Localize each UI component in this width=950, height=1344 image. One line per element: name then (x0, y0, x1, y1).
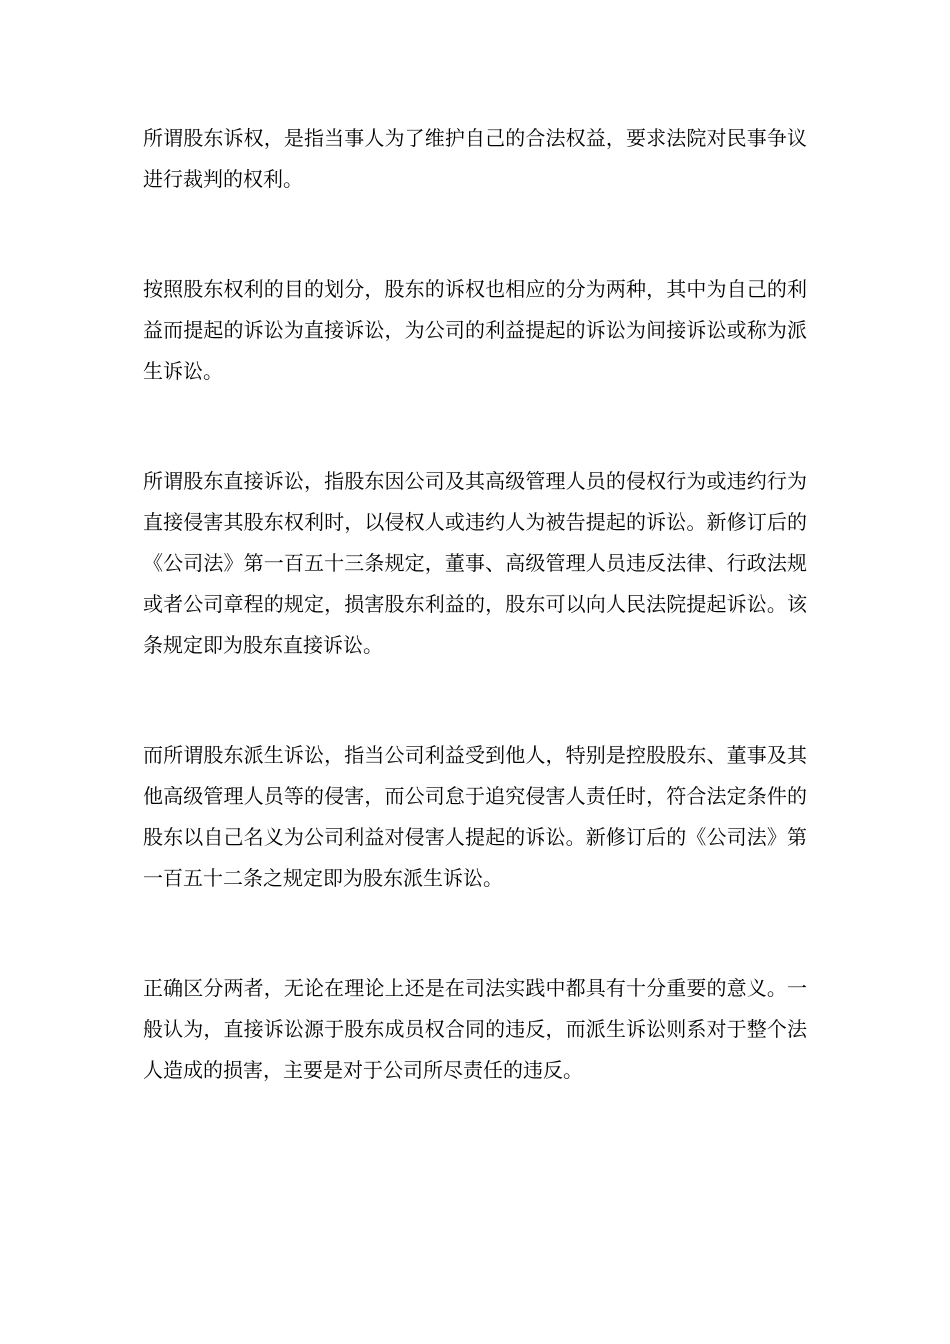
paragraph-distinction-significance: 正确区分两者，无论在理论上还是在司法实践中都具有十分重要的意义。一般认为，直接诉讼源于股东成员权合同的违反，而派生诉讼则系对于整个法人造成的损害，主要是对于公司所尽责任的违反。 (143, 976, 807, 1082)
paragraph-derivative-litigation: 而所谓股东派生诉讼，指当公司利益受到他人，特别是控股股东、董事及其他高级管理人员等的侵害，而公司怠于追究侵害人责任时，符合法定条件的股东以自己名义为公司利益对侵害人提起的诉讼。新修订后的《公司法》第一百五十二条之规定即为股东派生诉讼。 (143, 743, 807, 890)
paragraph-direct-litigation: 所谓股东直接诉讼，指股东因公司及其高级管理人员的侵权行为或违约行为直接侵害其股东权利时，以侵权人或违约人为被告提起的诉讼。新修订后的《公司法》第一百五十三条规定，董事、高级管理人员违反法律、行政法规或者公司章程的规定，损害股东利益的，股东可以向人民法院提起诉讼。该条规定即为股东直接诉讼。 (143, 469, 807, 657)
paragraph-litigation-classification: 按照股东权利的目的划分，股东的诉权也相应的分为两种，其中为自己的利益而提起的诉讼为直接诉讼，为公司的利益提起的诉讼为间接诉讼或称为派生诉讼。 (143, 277, 807, 383)
paragraph-shareholder-litigation-right: 所谓股东诉权，是指当事人为了维护自己的合法权益，要求法院对民事争议进行裁判的权利。 (143, 126, 807, 191)
document-body (143, 118, 807, 1091)
